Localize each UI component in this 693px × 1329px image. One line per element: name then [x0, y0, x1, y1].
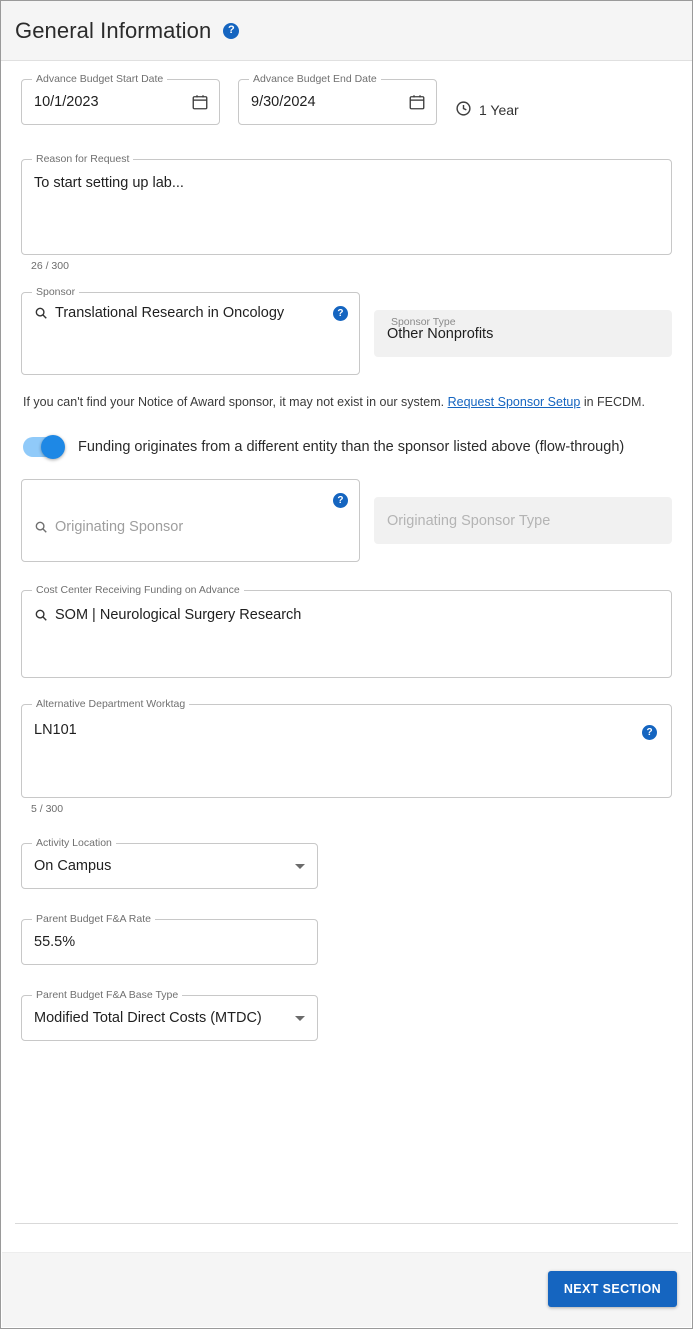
- calendar-icon[interactable]: [408, 93, 426, 111]
- fa-base-type-select[interactable]: [21, 989, 318, 1041]
- start-date-label: Advance Budget Start Date: [32, 73, 167, 85]
- search-icon: [34, 520, 48, 534]
- chevron-down-icon[interactable]: [295, 864, 305, 869]
- toggle-knob: [41, 435, 65, 459]
- fa-base-type-value: Modified Total Direct Costs (MTDC): [34, 1010, 262, 1026]
- search-icon: [34, 306, 48, 320]
- sponsor-setup-note: [23, 395, 672, 409]
- activity-location-group: [21, 837, 672, 889]
- originating-sponsor-field[interactable]: [21, 479, 360, 562]
- end-date-value: 9/30/2024: [251, 94, 316, 110]
- originating-sponsor-type-placeholder: Originating Sponsor Type: [386, 513, 551, 529]
- cost-center-group: [21, 584, 672, 678]
- end-date-label: Advance Budget End Date: [249, 73, 381, 85]
- cost-center-label: Cost Center Receiving Funding on Advance: [32, 584, 244, 596]
- note-text-before: If you can't find your Notice of Award sponsor, it may not exist in our system.: [23, 395, 445, 409]
- sponsor-help-icon[interactable]: ?: [333, 306, 348, 321]
- fa-rate-value: 55.5%: [34, 934, 76, 950]
- calendar-icon[interactable]: [191, 93, 209, 111]
- footer-divider: [15, 1223, 678, 1224]
- advance-budget-end-date-field[interactable]: [238, 73, 437, 125]
- page-title-help-icon[interactable]: ?: [223, 23, 239, 39]
- sponsor-type-field: [374, 310, 672, 357]
- fa-rate-label: Parent Budget F&A Rate: [32, 913, 155, 925]
- originating-sponsor-placeholder: Originating Sponsor: [55, 518, 184, 535]
- alt-worktag-char-counter: 5 / 300: [31, 803, 64, 815]
- page-footer: [2, 1252, 691, 1327]
- activity-location-select[interactable]: [21, 837, 318, 889]
- fa-rate-group: [21, 913, 672, 965]
- chevron-down-icon[interactable]: [295, 1016, 305, 1021]
- cost-center-field[interactable]: [21, 584, 672, 678]
- fa-rate-field[interactable]: [21, 913, 318, 965]
- originating-sponsor-help-icon[interactable]: ?: [333, 493, 348, 508]
- alt-worktag-group: [21, 698, 672, 815]
- reason-for-request-field[interactable]: [21, 153, 672, 255]
- alt-worktag-help-icon[interactable]: ?: [642, 725, 657, 740]
- originating-sponsor-row: [21, 479, 672, 562]
- flow-through-toggle-row: [23, 437, 672, 457]
- reason-for-request-value: To start setting up lab...: [34, 175, 184, 191]
- fa-base-type-label: Parent Budget F&A Base Type: [32, 989, 182, 1001]
- search-icon: [34, 608, 48, 622]
- next-section-button[interactable]: NEXT SECTION: [548, 1271, 677, 1307]
- sponsor-type-value: Other Nonprofits: [386, 326, 494, 342]
- sponsor-field[interactable]: [21, 286, 360, 375]
- sponsor-type-label: Sponsor Type: [390, 316, 456, 328]
- alt-worktag-field[interactable]: [21, 698, 672, 798]
- flow-through-toggle[interactable]: [23, 437, 63, 457]
- originating-sponsor-type-field: [374, 497, 672, 544]
- reason-char-counter: 26 / 300: [31, 260, 69, 272]
- advance-budget-start-date-field[interactable]: [21, 73, 220, 125]
- sponsor-row: [21, 286, 672, 375]
- note-text-after: in FECDM.: [583, 395, 645, 409]
- date-row: [21, 73, 672, 133]
- sponsor-label: Sponsor: [32, 286, 79, 298]
- clock-icon: [455, 100, 472, 120]
- cost-center-value: SOM | Neurological Surgery Research: [55, 607, 302, 623]
- alt-worktag-label: Alternative Department Worktag: [32, 698, 189, 710]
- page-header: [1, 1, 692, 61]
- activity-location-value: On Campus: [34, 858, 112, 874]
- fa-base-type-group: [21, 989, 672, 1041]
- page-title: General Information: [15, 17, 212, 43]
- request-sponsor-setup-link[interactable]: Request Sponsor Setup: [447, 395, 581, 409]
- sponsor-value: Translational Research in Oncology: [55, 305, 285, 321]
- duration-display: [455, 87, 519, 133]
- duration-text: 1 Year: [479, 102, 519, 118]
- alt-worktag-value: LN101: [34, 722, 77, 738]
- reason-for-request-label: Reason for Request: [32, 153, 133, 165]
- activity-location-label: Activity Location: [32, 837, 116, 849]
- form-body: [1, 61, 692, 1041]
- reason-for-request-group: [21, 153, 672, 272]
- flow-through-toggle-label: Funding originates from a different entity than the sponsor listed above (flow-through): [78, 439, 625, 455]
- start-date-value: 10/1/2023: [34, 94, 99, 110]
